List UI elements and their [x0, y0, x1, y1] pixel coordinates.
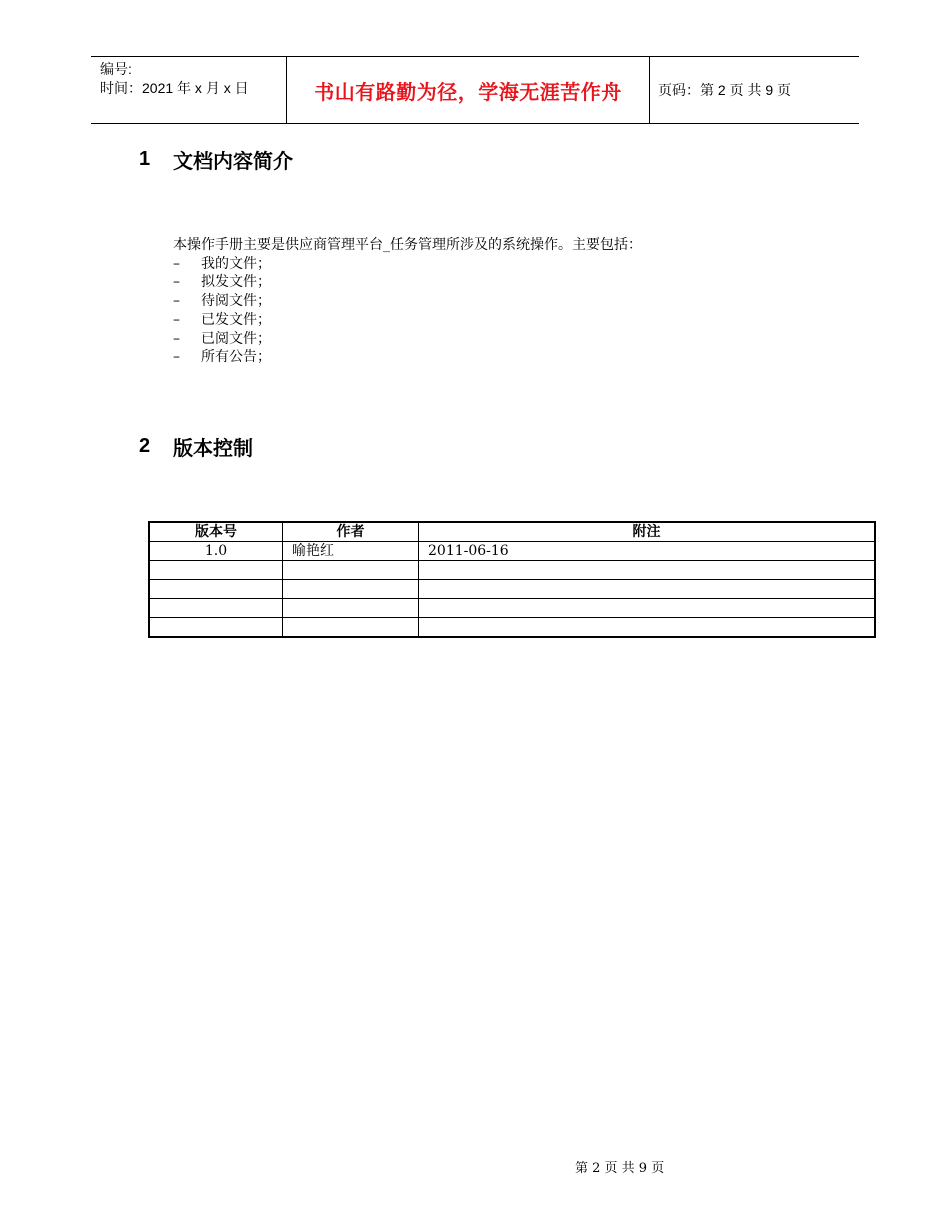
cell-version: [149, 580, 283, 599]
section-heading-1: [139, 145, 293, 174]
table-row: [149, 561, 875, 580]
table-header-row: [149, 522, 875, 542]
list-item: [173, 273, 642, 292]
footer-page-number: 第 2 页 共 9 页: [575, 1161, 665, 1176]
cell-version: [149, 599, 283, 618]
header-motto: 书山有路勤为径，学海无涯苦作舟: [286, 57, 650, 123]
list-item-text: 待阅文件；: [201, 293, 271, 310]
section-number: 2: [139, 435, 151, 457]
table-row: [149, 599, 875, 618]
cell-version: [149, 561, 283, 580]
cell-notes: 2011-06-16: [419, 542, 876, 561]
cell-version: [149, 618, 283, 638]
list-item: [173, 292, 642, 311]
list-dash: –: [173, 330, 180, 347]
cell-notes: [419, 599, 876, 618]
version-table: [148, 521, 876, 638]
page-header: [91, 56, 859, 124]
list-item-text: 我的文件；: [201, 255, 271, 272]
cell-author: [283, 561, 419, 580]
section-title: 版本控制: [173, 436, 253, 460]
list-item-text: 已发文件；: [201, 311, 271, 328]
list-item: [173, 348, 642, 367]
list-dash: –: [173, 255, 180, 272]
list-item-text: 拟发文件；: [201, 274, 271, 291]
intro-body: [173, 236, 642, 367]
list-item: [173, 311, 642, 330]
cell-version: 1.0: [149, 542, 283, 561]
table-row: [149, 580, 875, 599]
list-item: [173, 255, 642, 274]
header-page-info: 页码：第 2 页 共 9 页: [658, 82, 792, 98]
list-dash: –: [173, 311, 180, 328]
table-row: [149, 618, 875, 638]
list-item: [173, 330, 642, 349]
cell-author: [283, 618, 419, 638]
cell-notes: [419, 561, 876, 580]
document-time: 时间：2021 年 x 月 x 日: [100, 80, 249, 96]
column-header-notes: 附注: [419, 522, 876, 542]
cell-notes: [419, 580, 876, 599]
cell-author: [283, 580, 419, 599]
section-number: 1: [139, 148, 151, 170]
cell-author: [283, 599, 419, 618]
header-meta: [91, 57, 286, 123]
list-item-text: 所有公告；: [201, 349, 271, 366]
column-header-version: 版本号: [149, 522, 283, 542]
list-dash: –: [173, 349, 180, 366]
list-dash: –: [173, 274, 180, 291]
list-dash: –: [173, 293, 180, 310]
list-item-text: 已阅文件；: [201, 330, 271, 347]
cell-author: 喻艳红: [283, 542, 419, 561]
table-row: [149, 542, 875, 561]
cell-notes: [419, 618, 876, 638]
intro-list: [173, 255, 642, 367]
section-heading-2: [139, 432, 253, 461]
column-header-author: 作者: [283, 522, 419, 542]
document-number-label: 编号:: [100, 61, 132, 77]
section-title: 文档内容简介: [173, 149, 293, 173]
intro-text: 本操作手册主要是供应商管理平台_任务管理所涉及的系统操作。主要包括：: [173, 237, 642, 253]
